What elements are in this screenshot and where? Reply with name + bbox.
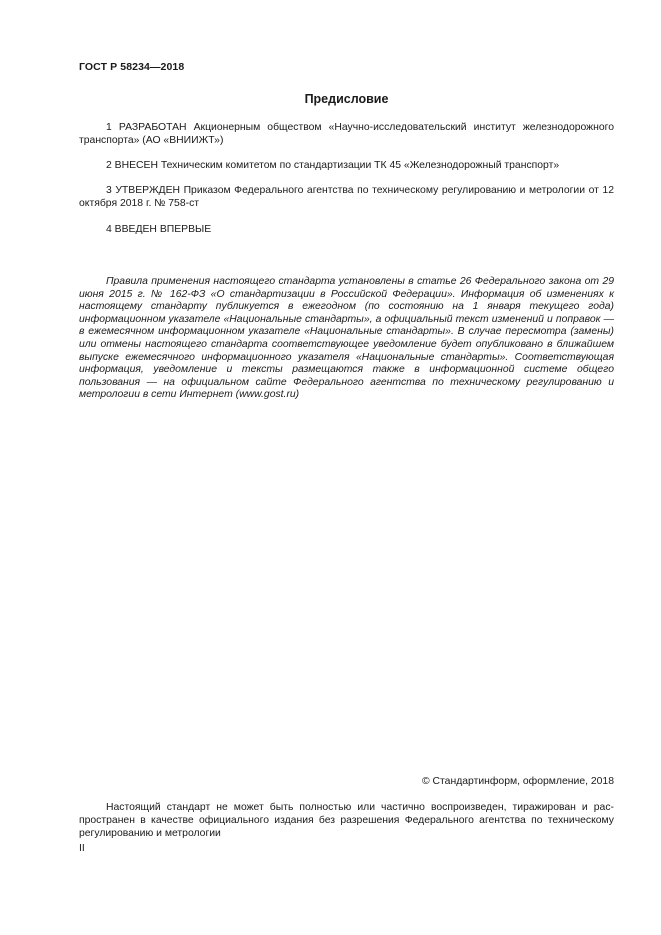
standard-code-header: ГОСТ Р 58234—2018 — [79, 61, 185, 73]
page-number: II — [79, 843, 85, 854]
foreword-item-approved: 3 УТВЕРЖДЕН Приказом Федерального агентства по техническому регулированию и метрологии от 12 октября 2018 г. № 758-ст — [79, 185, 614, 209]
application-rules-notice: Правила применения настоящего стандарта установлены в статье 26 Федерального закона от 29 июня 2015 г. № 162-ФЗ «О стандартизации в Российской Федерации». Информация об изменениях к настоящему стандарту публикуется в ежегодном (по состоянию на 1 января текущего года) информационном указателе «Национальные стандарты», а официальный текст изменений и поправок — в ежемесячном информационном указателе «Национальные стандарты». В случае пересмотра (замены) или отмены настоящего стандарта соответствующее уведомление будет опубликовано в ближайшем выпуске ежемесячного информационного указателя «Национальные стандарты». Соответствующая информация, уведомление и тексты размещаются также в информационной системе общего пользования — на официальном сайте Федерального агентства по техническому регулированию и метрологии в сети Интернет (www.gost.ru) — [79, 276, 614, 401]
foreword-item-first-introduced: 4 ВВЕДЕН ВПЕРВЫЕ — [106, 224, 212, 235]
foreword-item-developed: 1 РАЗРАБОТАН Акционерным обществом «Научно-исследовательский институт железнодорожного транспорта» (АО «ВНИИЖТ») — [79, 122, 614, 146]
reproduction-notice: Настоящий стандарт не может быть полностью или частично воспроизведен, тиражирован и распространен в качестве официального издания без разрешения Федерального агентства по техническому регулированию и метрологии — [79, 802, 614, 839]
page-title: Предисловие — [304, 92, 389, 106]
foreword-item-introduced: 2 ВНЕСЕН Техническим комитетом по стандартизации ТК 45 «Железнодорожный транспорт» — [106, 160, 560, 171]
copyright-line: © Стандартинформ, оформление, 2018 — [421, 776, 614, 787]
